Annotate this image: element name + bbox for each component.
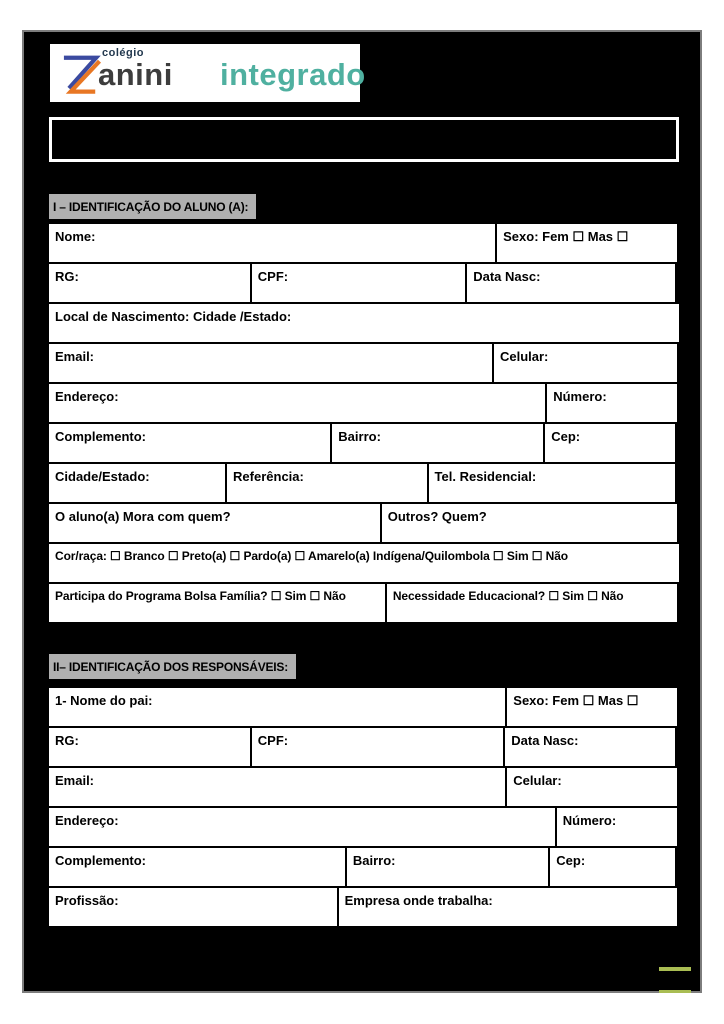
student-identification-table	[47, 222, 681, 624]
field-endereco-pai: Endereço:	[47, 806, 557, 848]
page-background	[22, 30, 702, 993]
field-cep-pai: Cep:	[548, 846, 677, 888]
field-tel-residencial: Tel. Residencial:	[427, 462, 677, 504]
field-rg-pai: RG:	[47, 726, 252, 768]
table-row	[47, 262, 681, 304]
table-row	[47, 886, 681, 928]
field-cidade-estado: Cidade/Estado:	[47, 462, 227, 504]
field-nome: Nome:	[47, 222, 497, 264]
table-row	[47, 542, 681, 584]
table-row	[47, 686, 681, 728]
field-nome-pai: 1- Nome do pai:	[47, 686, 507, 728]
table-row	[47, 302, 681, 344]
field-cpf: CPF:	[250, 262, 467, 304]
field-celular: Celular:	[492, 342, 679, 384]
table-row	[47, 342, 681, 384]
logo-z-icon	[58, 49, 102, 97]
logo-name-dark: anini	[98, 57, 173, 92]
green-accent-dash	[659, 967, 691, 971]
table-row	[47, 766, 681, 808]
field-endereco: Endereço:	[47, 382, 547, 424]
field-bairro: Bairro:	[330, 422, 545, 464]
field-bairro-pai: Bairro:	[345, 846, 550, 888]
field-email: Email:	[47, 342, 494, 384]
table-row	[47, 846, 681, 888]
table-row	[47, 422, 681, 464]
field-celular-pai: Celular:	[505, 766, 679, 808]
field-referencia: Referência:	[225, 462, 429, 504]
field-sexo-pai: Sexo: Fem ☐ Mas ☐	[505, 686, 679, 728]
logo-name-teal: integrado	[220, 57, 366, 92]
field-sexo: Sexo: Fem ☐ Mas ☐	[495, 222, 679, 264]
field-complemento: Complemento:	[47, 422, 332, 464]
field-numero-pai: Número:	[555, 806, 679, 848]
field-mora-com-quem: O aluno(a) Mora com quem?	[47, 502, 382, 544]
field-profissao: Profissão:	[47, 886, 339, 928]
field-cpf-pai: CPF:	[250, 726, 506, 768]
field-outros-quem: Outros? Quem?	[380, 502, 679, 544]
table-row	[47, 806, 681, 848]
field-empresa: Empresa onde trabalha:	[337, 886, 679, 928]
field-data-nasc: Data Nasc:	[465, 262, 677, 304]
section2-header: II– IDENTIFICAÇÃO DOS RESPONSÁVEIS:	[47, 652, 298, 681]
table-row	[47, 726, 681, 768]
table-row	[47, 582, 681, 624]
school-logo	[50, 44, 366, 102]
table-row	[47, 502, 681, 544]
field-local-nascimento: Local de Nascimento: Cidade /Estado:	[47, 302, 681, 344]
table-row	[47, 382, 681, 424]
field-numero: Número:	[545, 382, 679, 424]
field-necessidade-educacional-checkboxes: Necessidade Educacional? ☐ Sim ☐ Não	[385, 582, 679, 624]
table-row	[47, 462, 681, 504]
field-complemento-pai: Complemento:	[47, 846, 347, 888]
field-rg: RG:	[47, 262, 252, 304]
field-data-nasc-pai: Data Nasc:	[503, 726, 677, 768]
guardians-identification-table	[47, 686, 681, 928]
blank-title-bar	[49, 117, 679, 162]
table-row	[47, 222, 681, 264]
field-bolsa-familia-checkboxes: Participa do Programa Bolsa Família? ☐ Sim ☐ Não	[47, 582, 387, 624]
field-cor-raca-checkboxes: Cor/raça: ☐ Branco ☐ Preto(a) ☐ Pardo(a) ☐ Amarelo(a) Indígena/Quilombola ☐ Sim ☐ Não	[47, 542, 681, 584]
green-accent-dash-bottom	[659, 990, 691, 993]
logo-tagline: colégio	[102, 47, 145, 59]
field-email-pai: Email:	[47, 766, 507, 808]
field-cep: Cep:	[543, 422, 677, 464]
section1-header: I – IDENTIFICAÇÃO DO ALUNO (A):	[47, 192, 258, 221]
